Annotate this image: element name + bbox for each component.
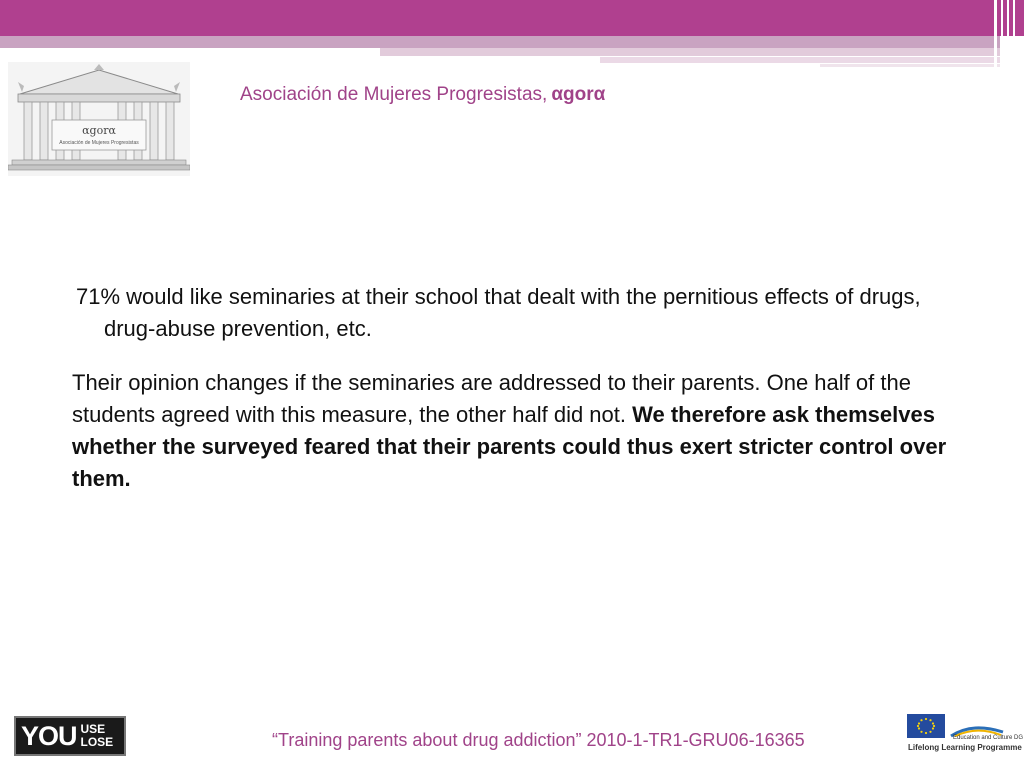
banner-divider [1007, 0, 1009, 70]
top-banner-stripe [820, 64, 1000, 67]
agora-temple-logo [8, 62, 190, 176]
top-banner-stripe [380, 48, 1000, 56]
logo-brand-text: αgorα [82, 124, 116, 137]
organization-name: Asociación de Mujeres Progresistas, [240, 84, 548, 105]
education-culture-text: Education and Culture DG [953, 735, 1024, 741]
paragraph-2-text: Their opinion changes if the seminaries are addressed to their parents. One half of the students agreed with this measure, the other half did not. [72, 370, 911, 427]
logo-you-text: YOU [21, 720, 77, 751]
eu-flag-icon [907, 714, 945, 738]
bullet-paragraph-1: 71% would like seminaries at their school that dealt with the pernitious effects of drugs, drug-abuse prevention, etc. [76, 284, 921, 341]
you-use-lose-logo [14, 716, 126, 756]
logo-subtitle-text: Asociación de Mujeres Progresistas [59, 140, 139, 146]
organization-heading [240, 84, 605, 106]
logo-stack [81, 723, 114, 749]
top-banner-stripe [0, 36, 1000, 48]
brand-name: αgorα [551, 84, 606, 105]
lifelong-learning-logo [905, 710, 1024, 758]
logo-lose-text: LOSE [80, 735, 114, 749]
top-banner-stripe [600, 57, 1000, 63]
logo-use-text: USE [80, 722, 106, 736]
banner-divider [1013, 0, 1015, 70]
banner-divider [994, 0, 997, 70]
paragraph-2 [72, 367, 972, 495]
lifelong-learning-text: Lifelong Learning Programme [908, 743, 1022, 752]
slide-body [72, 281, 972, 495]
top-banner-bar [0, 0, 1024, 36]
banner-divider [1001, 0, 1003, 70]
paragraph-2-bold-text: We therefore ask themselves whether the surveyed feared that their parents could thus exert stricter control over them. [72, 402, 947, 491]
footer-project-title: “Training parents about drug addiction” 2010-1-TR1-GRU06-16365 [272, 730, 805, 750]
